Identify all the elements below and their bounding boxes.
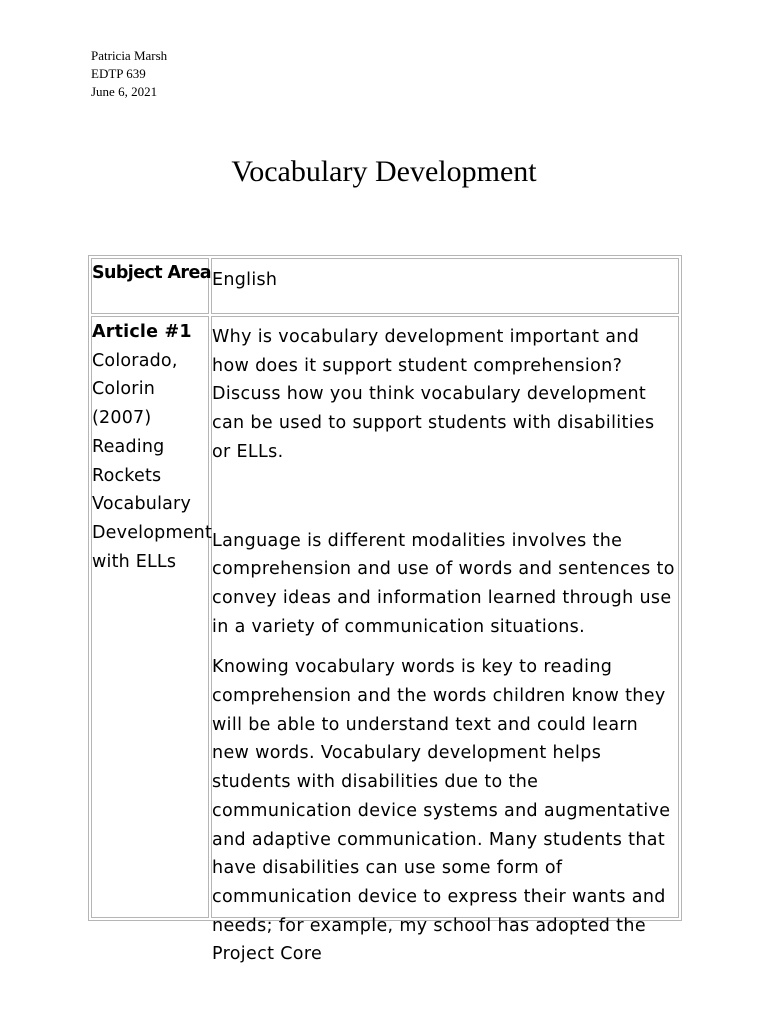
source-line: Development bbox=[92, 522, 213, 543]
course-code: EDTP 639 bbox=[91, 66, 146, 81]
subject-value-cell bbox=[211, 258, 679, 314]
source-line: (2007) bbox=[92, 408, 152, 429]
response-paragraph-1: Language is different modalities involves the comprehension and use of words and sentences to convey ideas and information learned through use in a variety of communication situations. bbox=[212, 530, 675, 637]
author-name: Patricia Marsh bbox=[91, 48, 168, 63]
subject-area-value: English bbox=[212, 270, 278, 290]
source-line: with ELLs bbox=[92, 551, 177, 572]
article-source-cell bbox=[91, 316, 213, 918]
document-header bbox=[91, 47, 167, 101]
subject-row bbox=[91, 258, 679, 314]
subject-label-cell bbox=[91, 258, 209, 314]
source-line: Rockets bbox=[92, 465, 162, 486]
article-row bbox=[91, 316, 679, 918]
source-line: Reading bbox=[92, 436, 165, 457]
source-line: Colorado, bbox=[92, 350, 178, 371]
article-response-cell bbox=[211, 316, 679, 965]
article-label: Article #1 bbox=[92, 322, 192, 342]
source-line: Vocabulary bbox=[92, 494, 192, 515]
document-title: Vocabulary Development bbox=[231, 155, 537, 188]
document-date: June 6, 2021 bbox=[91, 84, 158, 99]
discussion-question: Why is vocabulary development important and how does it support student comprehension? Discuss how you think vocabulary development can be used to support students with disabilities or ELLs. bbox=[212, 327, 655, 462]
response-paragraph-2: Knowing vocabulary words is key to reading comprehension and the words children know they will be able to understand text and could learn new words. Vocabulary development helps students with disabilities due to the communication device systems and augmentative and adaptive communication. Many students that have disabilities can use some form of communication device to express their wants and needs; for example, my school has adopted the Project Core bbox=[212, 657, 671, 965]
subject-area-label: Subject Area bbox=[92, 263, 211, 283]
source-line: Colorin bbox=[92, 379, 156, 400]
assignment-table bbox=[88, 255, 682, 965]
